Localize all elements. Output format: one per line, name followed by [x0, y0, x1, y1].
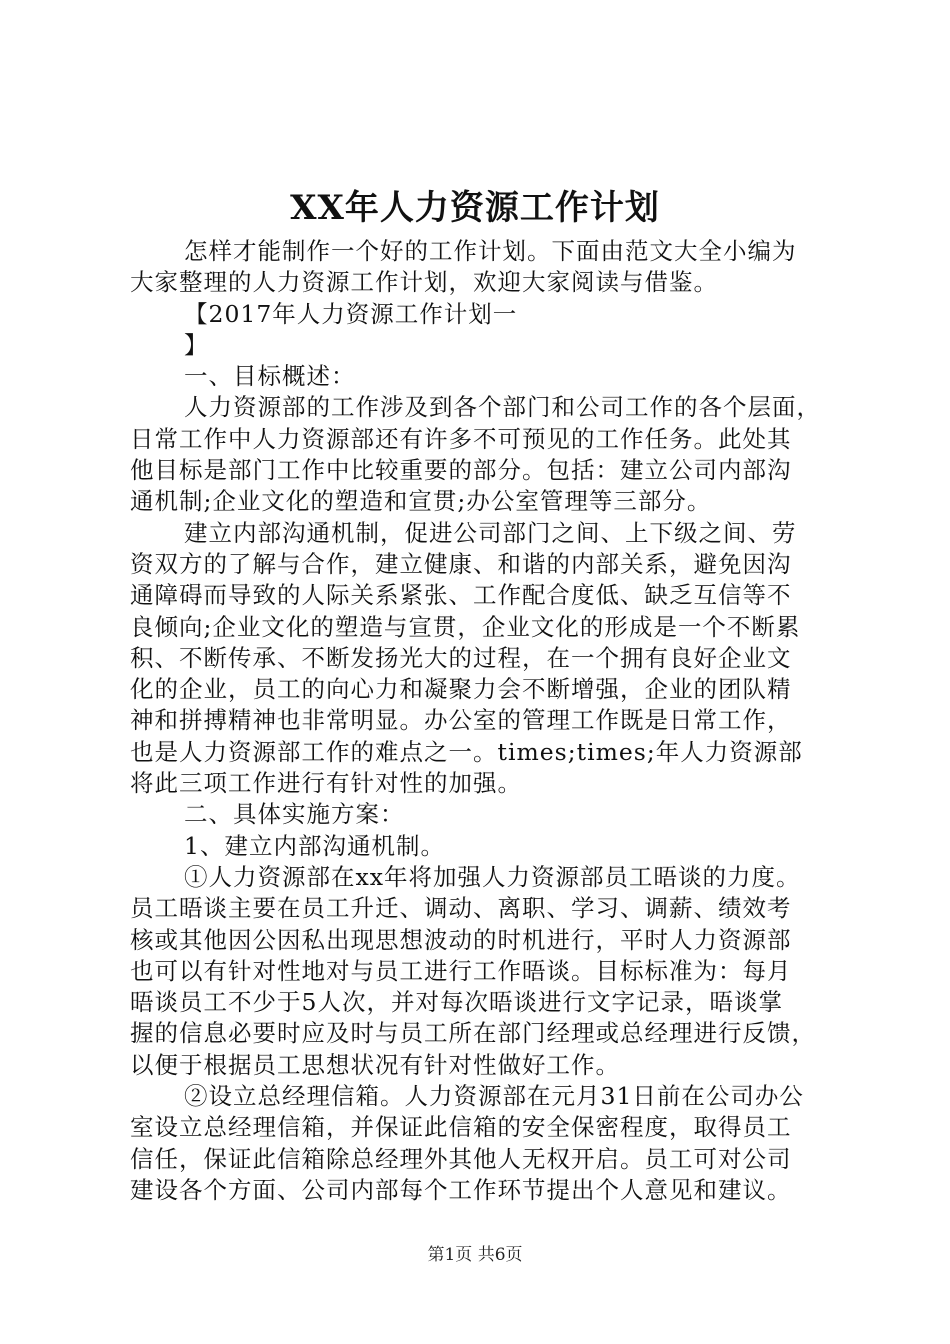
- text-line: 大家整理的人力资源工作计划，欢迎大家阅读与借鉴。: [130, 268, 718, 297]
- text-line: 神和拼搏精神也非常明显。办公室的管理工作既是日常工作，: [130, 706, 792, 735]
- text-line: 日常工作中人力资源部还有许多不可预见的工作任务。此处其: [130, 424, 792, 453]
- document-title: XX年人力资源工作计划: [290, 188, 660, 228]
- text-line: 信任，保证此信箱除总经理外其他人无权开启。员工可对公司: [130, 1144, 792, 1173]
- text-line: 将此三项工作进行有针对性的加强。: [130, 769, 522, 798]
- text-line: 资双方的了解与合作，建立健康、和谐的内部关系，避免因沟: [130, 549, 792, 578]
- text-line: 建设各个方面、公司内部每个工作环节提出个人意见和建议。: [130, 1175, 792, 1204]
- text-line: 他目标是部门工作中比较重要的部分。包括：建立公司内部沟: [130, 456, 792, 485]
- text-line: 二、具体实施方案：: [184, 800, 405, 829]
- text-line: 一、目标概述：: [184, 362, 356, 391]
- text-line: ①人力资源部在xx年将加强人力资源部员工晤谈的力度。: [184, 862, 801, 891]
- text-line: 核或其他因公因私出现思想波动的时机进行，平时人力资源部: [130, 925, 792, 954]
- text-line: 通机制;企业文化的塑造和宣贯;办公室管理等三部分。: [130, 487, 712, 516]
- text-line: 积、不断传承、不断发扬光大的过程，在一个拥有良好企业文: [130, 643, 792, 672]
- text-line: 良倾向;企业文化的塑造与宣贯，企业文化的形成是一个不断累: [130, 612, 801, 641]
- text-line: 【2017年人力资源工作计划一: [184, 299, 518, 328]
- text-line: 员工晤谈主要在员工升迁、调动、离职、学习、调薪、绩效考: [130, 894, 792, 923]
- text-line: 】: [184, 330, 209, 359]
- text-line: 也是人力资源部工作的难点之一。times;times;年人力资源部: [130, 737, 803, 766]
- text-line: 室设立总经理信箱，并保证此信箱的安全保密程度，取得员工: [130, 1113, 792, 1142]
- text-line: 握的信息必要时应及时与员工所在部门经理或总经理进行反馈，: [130, 1019, 816, 1048]
- text-line: 也可以有针对性地对与员工进行工作晤谈。目标标准为：每月: [130, 956, 792, 985]
- text-line: 人力资源部的工作涉及到各个部门和公司工作的各个层面，: [184, 393, 821, 422]
- text-line: 1、建立内部沟通机制。: [184, 831, 445, 860]
- text-line: ②设立总经理信箱。人力资源部在元月31日前在公司办公: [184, 1082, 804, 1111]
- text-line: 化的企业，员工的向心力和凝聚力会不断增强，企业的团队精: [130, 675, 792, 704]
- text-line: 怎样才能制作一个好的工作计划。下面由范文大全小编为: [184, 237, 797, 265]
- text-line: 晤谈员工不少于5人次，并对每次晤谈进行文字记录，晤谈掌: [130, 988, 783, 1017]
- text-line: 以便于根据员工思想状况有针对性做好工作。: [130, 1050, 620, 1079]
- text-line: 建立内部沟通机制，促进公司部门之间、上下级之间、劳: [184, 518, 797, 547]
- page-footer: 第1页 共6页: [427, 1245, 523, 1265]
- document-body: [130, 236, 842, 1206]
- text-line: 通障碍而导致的人际关系紧张、工作配合度低、缺乏互信等不: [130, 581, 792, 610]
